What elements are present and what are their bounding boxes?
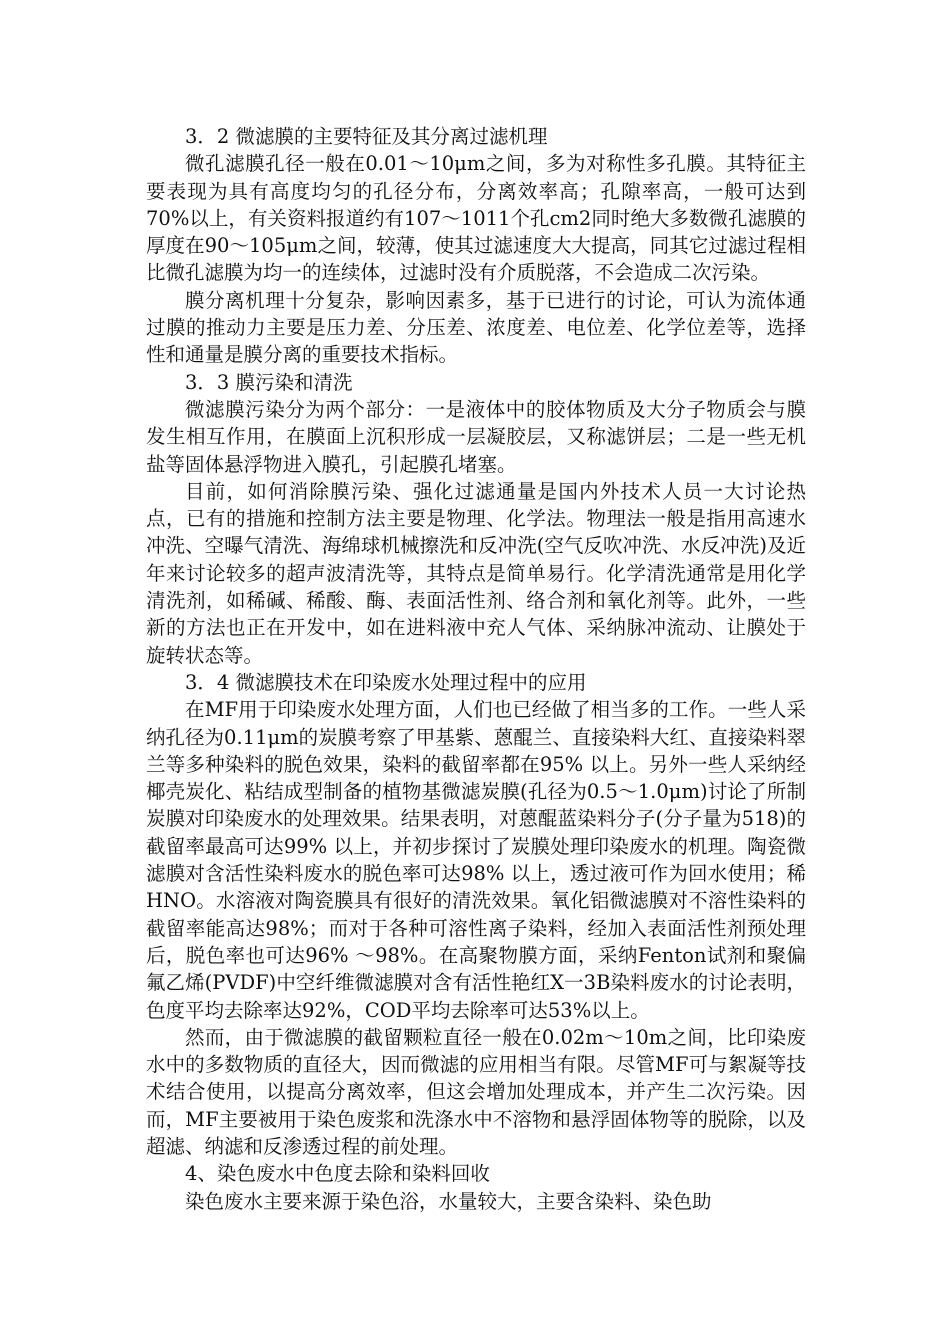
paragraph: 在MF用于印染废水处理方面，人们也已经做了相当多的工作。一些人采纳孔径为0.11μm的炭膜考察了甲基紫、蒽醌兰、直接染料大红、直接染料翠兰等多种染料的脱色效果，染料的截留率都在95% 以上。另外一些人采纳经椰壳炭化、粘结成型制备的植物基微滤炭膜(孔径为0.5～1.0μm)讨论了所制炭膜对印染废水的处理效果。结果表明，对蒽醌蓝染料分子(分子量为518)的截留率最高可达99% 以上，并初步探讨了炭膜处理印染废水的机理。陶瓷微滤膜对含活性染料废水的脱色率可达98% 以上，透过液可作为回水使用；稀HNO。水溶液对陶瓷膜具有很好的清洗效果。氧化铝微滤膜对不溶性染料的截留率能高达98%；而对于各种可溶性离子染料，经加入表面活性剂预处理后，脱色率也可达96% ～98%。在高聚物膜方面，采纳Fenton试剂和聚偏氟乙烯(PVDF)中空纤维微滤膜对含有活性艳红X一3B染料废水的讨论表明，色度平均去除率达92%，COD平均去除率可达53%以上。 bbox=[146, 698, 806, 1022]
section-heading-3-3: 3．3 膜污染和清洗 bbox=[185, 370, 353, 394]
paragraph: 染色废水主要来源于染色浴，水量较大，主要含染料、染色助 bbox=[185, 1189, 712, 1213]
section-heading-3-4: 3．4 微滤膜技术在印染废水处理过程中的应用 bbox=[185, 670, 587, 694]
paragraph: 目前，如何消除膜污染、强化过滤通量是国内外技术人员一大讨论热点，已有的措施和控制方法主要是物理、化学法。物理法一般是指用高速水冲洗、空曝气清洗、海绵球机械擦洗和反冲洗(空气反吹冲洗、水反冲洗)及近年来讨论较多的超声波清洗等，其特点是简单易行。化学清洗通常是用化学清洗剂，如稀碱、稀酸、酶、表面活性剂、络合剂和氧化剂等。此外，一些新的方法也正在开发中，如在进料液中充人气体、采纳脉冲流动、让膜处于旋转状态等。 bbox=[146, 479, 806, 667]
section-heading-4: 4、染色废水中色度去除和染料回收 bbox=[185, 1162, 490, 1186]
document-body bbox=[146, 123, 806, 1215]
paragraph: 然而，由于微滤膜的截留颗粒直径一般在0.02m～10m之间，比印染废水中的多数物质的直径大，因而微滤的应用相当有限。尽管MF可与絮凝等技术结合使用，以提高分离效率，但这会增加处理成本，并产生二次污染。因而，MF主要被用于染色废浆和洗涤水中不溶物和悬浮固体物等的脱除，以及超滤、纳滤和反渗透过程的前处理。 bbox=[146, 1025, 806, 1158]
paragraph: 微滤膜污染分为两个部分：一是液体中的胶体物质及大分子物质会与膜发生相互作用，在膜面上沉积形成一层凝胶层，又称滤饼层；二是一些无机盐等固体悬浮物进入膜孔，引起膜孔堵塞。 bbox=[146, 397, 806, 476]
paragraph: 膜分离机理十分复杂，影响因素多，基于已进行的讨论，可认为流体通过膜的推动力主要是压力差、分压差、浓度差、电位差、化学位差等，选择性和通量是膜分离的重要技术指标。 bbox=[146, 288, 806, 367]
section-heading-3-2: 3．2 微滤膜的主要特征及其分离过滤机理 bbox=[185, 125, 548, 148]
paragraph: 微孔滤膜孔径一般在0.01～10μm之间，多为对称性多孔膜。其特征主要表现为具有高度均匀的孔径分布，分离效率高；孔隙率高，一般可达到70%以上，有关资料报道约有107～1011个孔cm2同时绝大多数微孔滤膜的厚度在90～105μm之间，较薄，使其过滤速度大大提高，同其它过滤过程相比微孔滤膜为均一的连续体，过滤时没有介质脱落，不会造成二次污染。 bbox=[146, 152, 806, 285]
